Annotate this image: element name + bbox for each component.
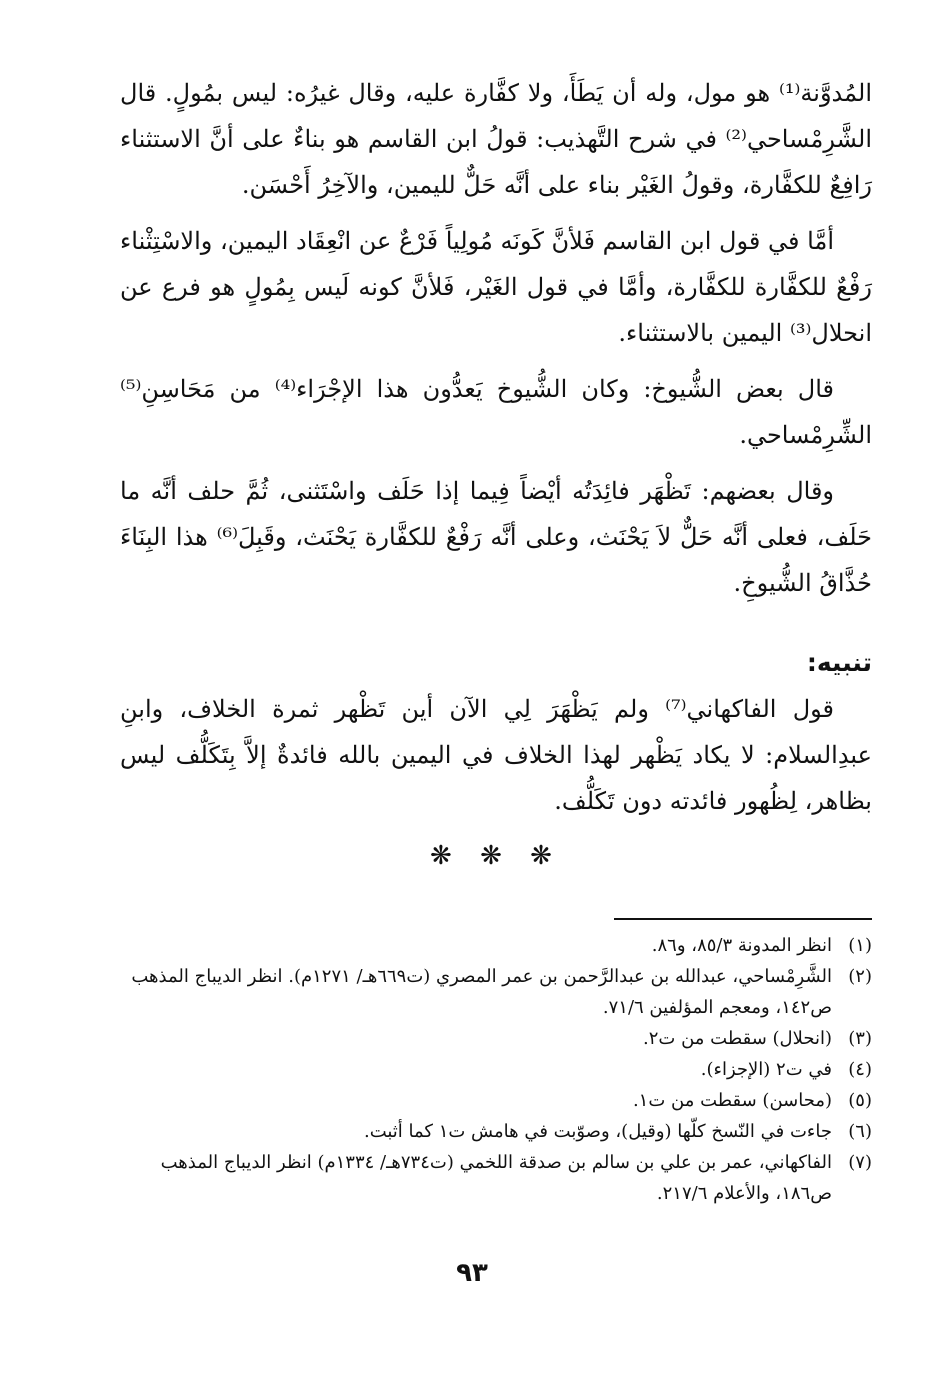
paragraph: قول الفاكهاني⁽⁷⁾ ولم يَظْهَرَ لِي الآن أين تَظْهر ثمرة الخلاف، وابنِ عبدِالسلام: لا يكاد يَظْهر لهذا الخلاف في اليمين بالله فائدةٌ إلاَّ بِتَكَلُّف ليس بظاهر، لِظُهور فائدته دون تَكَلُّف. — [120, 695, 872, 815]
footnote-text: الشَّرِمْساحي، عبدالله بن عبدالرَّحمن بن عمر المصري (ت٦٦٩هـ/ ١٢٧١م). انظر الديباج المذهب ص١٤٢، ومعجم المؤلفين ٧١/٦. — [131, 966, 832, 1018]
section-separator: ❋ ❋ ❋ — [430, 841, 562, 871]
note-section — [120, 640, 872, 824]
main-text — [120, 70, 872, 606]
footnote — [120, 961, 872, 1023]
paragraph: قال بعض الشُّيوخ: وكان الشُّيوخ يَعدُّون هذا الإجْرَاء⁽⁴⁾ من مَحَاسِنِ⁽⁵⁾ الشِّرِمْساحي. — [120, 375, 872, 449]
section-heading: تنبيه: — [806, 648, 872, 677]
page-number: ٩٣ — [456, 1258, 488, 1288]
footnote — [120, 1116, 872, 1147]
footnote-rule — [614, 918, 872, 920]
footnote-number: (٤) — [848, 1059, 872, 1080]
paragraph: وقال بعضهم: تَظْهَر فائِدَتُه أيْضاً فِيما إذا حَلَف واسْتَثنى، ثُمَّ حلف أنَّه ما حَلَف، فعلى أنَّه حَلٌّ لاَ يَحْنَث، وعلى أنَّه رَفْعٌ للكفَّارة يَحْنَث، وقَبِلَ⁽⁶⁾ هذا البِنَاءَ حُذَّاقُ الشُّيوخِ. — [120, 477, 872, 597]
footnote-number: (٥) — [848, 1090, 872, 1111]
footnote-text: (انحلال) سقطت من ت٢. — [643, 1028, 832, 1049]
footnote-text: انظر المدونة ٨٥/٣، و٨٦. — [651, 935, 832, 956]
paragraph: المُدوَّنة⁽¹⁾ هو مول، وله أن يَطَأَ، ولا كفَّارة عليه، وقال غيرُه: ليس بمُولٍ. قال الشَّرِمْساحي⁽²⁾ في شرح التَّهذيب: قولُ ابن القاسم هو بناءٌ على أنَّ الاستثناء رَافِعٌ للكفَّارة، وقولُ الغَيْر بناء على أنَّه حَلٌّ لليمين، والآخِرُ أَحْسَن. — [120, 79, 872, 199]
footnote-number: (٣) — [848, 1028, 872, 1049]
footnote — [120, 1054, 872, 1085]
footnote-number: (٦) — [848, 1121, 872, 1142]
footnote — [120, 1085, 872, 1116]
footnote-text: الفاكهاني، عمر بن علي بن سالم بن صدقة اللخمي (ت٧٣٤هـ/ ١٣٣٤م) انظر الديباج المذهب ص١٨٦، والأعلام ٢١٧/٦. — [160, 1152, 832, 1204]
footnote-number: (٢) — [848, 966, 872, 987]
footnote — [120, 1023, 872, 1054]
footnote — [120, 1147, 872, 1209]
footnote — [120, 930, 872, 961]
footnote-text: في ت٢ (الإجزاء). — [700, 1059, 832, 1080]
footnotes — [120, 930, 872, 1209]
footnote-text: جاءت في النّسخ كلّها (وقيل)، وصوّبت في هامش ت١ كما أثبت. — [363, 1121, 832, 1142]
paragraph: أمَّا في قول ابن القاسم فَلأنَّ كَونَه مُولِياً فَرْعٌ عن انْعِقَاد اليمين، والاسْتِثْناء رَفْعٌ للكفَّارة للكفَّارة، وأمَّا في قول الغَيْر، فَلأنَّ كونه لَيس بِمُولٍ هو فرع عن انحلال⁽³⁾ اليمين بالاستثناء. — [120, 227, 872, 347]
footnote-number: (٧) — [848, 1152, 872, 1173]
footnote-number: (١) — [848, 935, 872, 956]
footnote-text: (محاسن) سقطت من ت١. — [632, 1090, 832, 1111]
